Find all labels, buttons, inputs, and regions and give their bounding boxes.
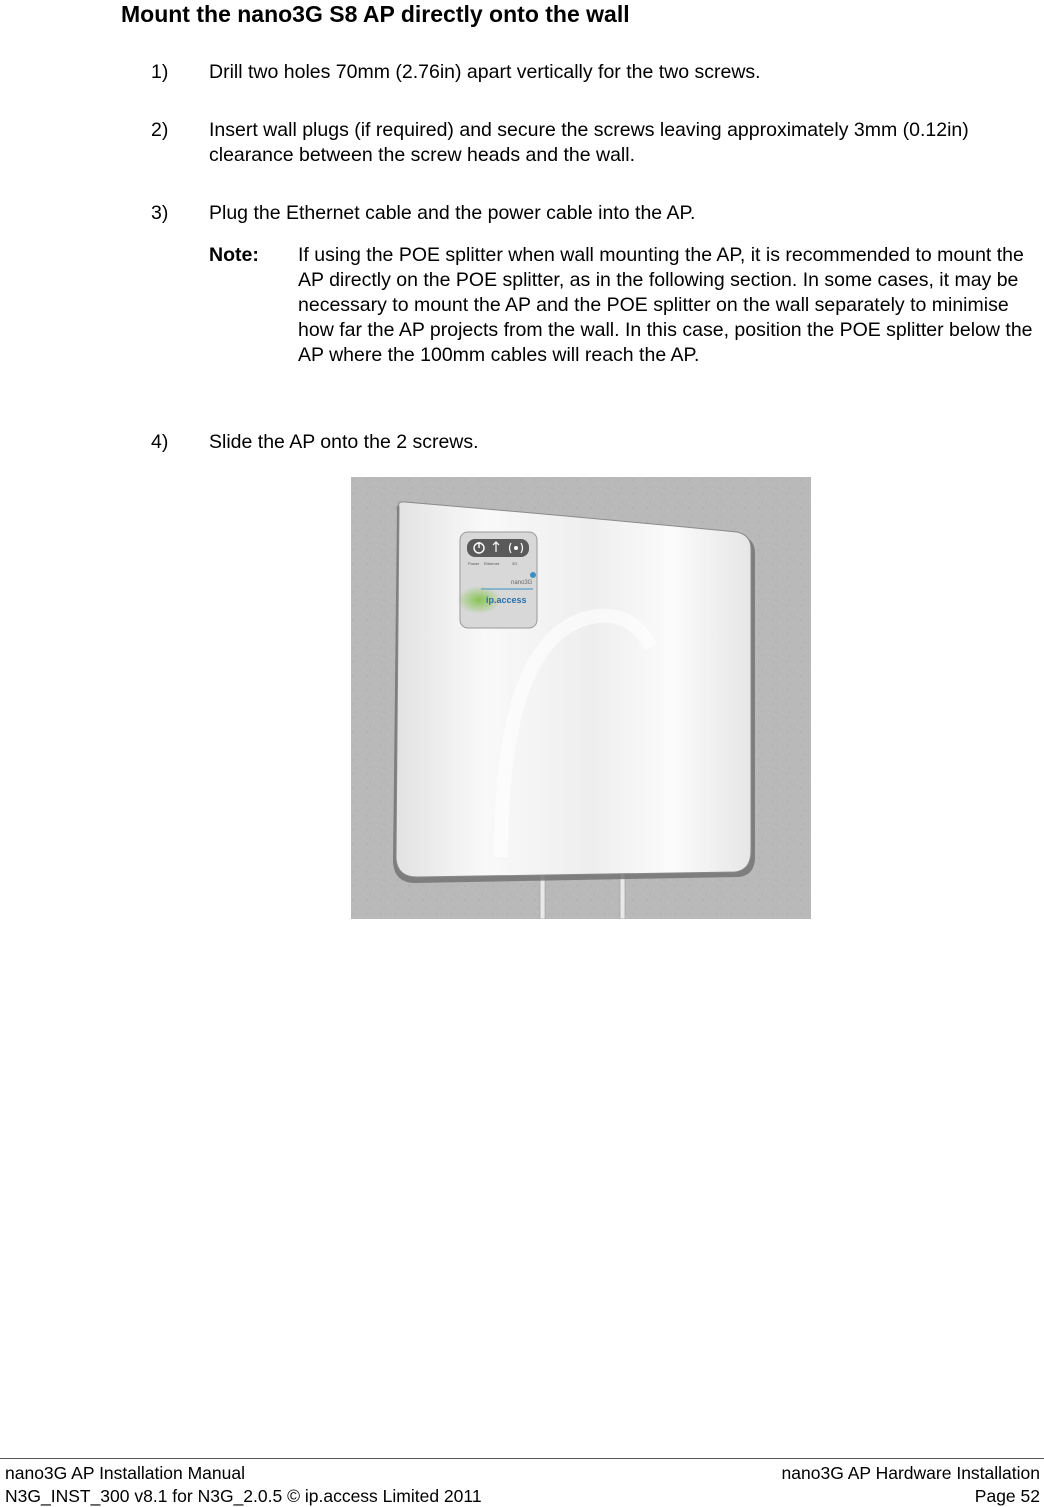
step-number: 2) [151, 119, 169, 141]
section-heading: Mount the nano3G S8 AP directly onto the wall [121, 1, 630, 27]
product-logo-dot [530, 572, 536, 578]
step-3 [151, 201, 1036, 226]
step-text: Drill two holes 70mm (2.76in) apart vertically for the two screws. [209, 61, 761, 83]
footer-chapter: nano3G AP Hardware Installation [781, 1463, 1040, 1483]
footer-page-number: Page 52 [974, 1486, 1040, 1506]
step-1 [151, 60, 1036, 85]
panel-label-3g: 3G [512, 561, 518, 566]
step-2 [151, 118, 1036, 168]
product-logo: nano3G [511, 580, 533, 586]
brand-logo: ip.access [486, 595, 527, 605]
footer-doc-id: N3G_INST_300 v8.1 for N3G_2.0.5 © ip.access Limited 2011 [5, 1486, 482, 1506]
step-text: Insert wall plugs (if required) and secure the screws leaving approximately 3mm (0.12in) clearance between the screw heads and the wall. [209, 119, 969, 166]
note-label: Note: [209, 244, 259, 266]
ap-wall-mount-illustration [351, 477, 811, 919]
signal-icon [514, 546, 518, 550]
step-4 [151, 430, 1036, 455]
note-text: If using the POE splitter when wall mounting the AP, it is recommended to mount the AP directly on the POE splitter, as in the following section. In some cases, it may be necessary to mount the AP and the POE splitter on the wall separately to minimise how far the AP projects from the wall. In this case, position the POE splitter below the AP where the 100mm cables will reach the AP. [298, 244, 1033, 366]
step-number: 3) [151, 202, 169, 224]
note-block [209, 243, 1041, 368]
panel-label-ethernet: Ethernet [484, 561, 500, 566]
footer-divider [0, 1458, 1044, 1459]
step-text: Plug the Ethernet cable and the power cable into the AP. [209, 202, 696, 224]
step-number: 4) [151, 431, 169, 453]
footer-manual-title: nano3G AP Installation Manual [5, 1463, 245, 1483]
step-number: 1) [151, 61, 169, 83]
step-text: Slide the AP onto the 2 screws. [209, 431, 479, 453]
ap-device-body [396, 502, 751, 877]
indicator-strip [467, 539, 529, 557]
panel-label-power: Power [468, 561, 480, 566]
